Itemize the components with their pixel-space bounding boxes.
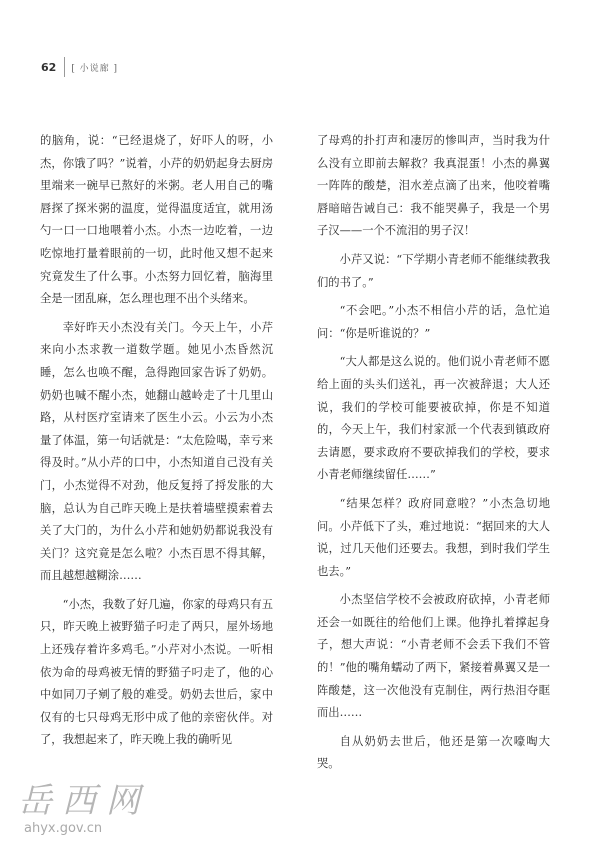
paragraph: 的脑角，说：“已经退烧了，好吓人的呀，小杰，你饿了吗？”说着，小芹的奶奶起身去厨房里端来一碗早已熬好的米粥。老人用自己的嘴唇探了探米粥的温度，觉得温度适宜，就用汤勺一口一口地喂着小杰。小杰一边吃着，一边吃惊地打量着眼前的一切，此时他又想不起来究竟发生了什么事。小杰努力回忆着，脑海里全是一团乱麻，怎么理也理不出个头绪来。 <box>40 134 273 306</box>
watermark-url: ahyx.gov.cn <box>24 821 103 836</box>
paragraph: “不会吧。”小杰不相信小芹的话，急忙追问：“你是听谁说的？” <box>317 304 550 340</box>
paragraph: “大人都是这么说的。他们说小青老师不愿给上面的头头们送礼，再一次被辞退；大人还说，我们的学校可能要被砍掉，你是不知道的，今天上午，我们村家派一个代表到镇政府去请愿，要求政府不要砍掉我们的学校，要求小青老师继续留任……” <box>317 355 550 482</box>
header-divider <box>64 57 65 77</box>
page-header <box>41 56 118 78</box>
right-column <box>317 130 550 776</box>
paragraph: 幸好昨天小杰没有关门。今天上午，小芹来向小杰求教一道数学题。她见小杰昏然沉睡，怎么也唤不醒，急得跑回家告诉了奶奶。奶奶也喊不醒小杰，她翻山越岭走了十几里山路，从村医疗室请来了医生小云。小云为小杰量了体温，第一句话就是：“太危险喝，幸亏来得及时。”从小芹的口中，小杰知道自己没有关门，小杰觉得不对劲，他反复捋了捋发胀的大脑，总认为自己昨天晚上是扶着墙壁摸索着去关了大门的，为什么小芹和她奶奶都说我没有关门？这究竟是怎么啦？小杰百思不得其解，而且越想越糊涂…… <box>40 320 273 583</box>
paragraph: 小杰坚信学校不会被政府砍掉，小青老师还会一如既往的给他们上课。他挣扎着撑起身子，想大声说：“小青老师不会丢下我们不管的！”他的嘴角蠕动了两下，紧接着鼻翼又是一阵酸楚，这一次他没有克制住，两行热泪夺眶而出…… <box>317 593 550 720</box>
section-title: [ 小说廊 ] <box>71 63 119 74</box>
paragraph: 自从奶奶去世后，他还是第一次嚎啕大哭。 <box>317 734 550 771</box>
left-column <box>40 130 273 752</box>
watermark-logo: 岳西网 <box>18 781 150 821</box>
paragraph: 小芹又说：“下学期小青老师不能继续教我们的书了。” <box>317 252 550 289</box>
paragraph: 了母鸡的扑打声和凄厉的惨叫声，当时我为什么没有立即前去解救？我真混蛋！小杰的鼻翼一阵阵的酸楚，泪水差点滴了出来，他咬着嘴唇暗暗告诫自己：我不能哭鼻子，我是一个男子汉——一个不流泪的男子汉！ <box>317 134 550 238</box>
paragraph: “小杰，我数了好几遍，你家的母鸡只有五只，昨天晚上被野猫子叼走了两只，屋外场地上还残存着许多鸡毛。”小芹对小杰说。一听相依为命的母鸡被无情的野猫子叼走了，他的心中如同刀子剜了般的难受。奶奶去世后，家中仅有的七只母鸡无形中成了他的亲密伙伴。对了，我想起来了，昨天晚上我的确听见 <box>40 597 273 747</box>
paragraph: “结果怎样？政府同意啦？”小杰急切地问。小芹低下了头，难过地说：“据回来的大人说，过几天他们还要去。我想，到时我们学生也去。” <box>317 496 550 578</box>
watermark <box>18 783 150 836</box>
page-number: 62 <box>41 60 57 74</box>
